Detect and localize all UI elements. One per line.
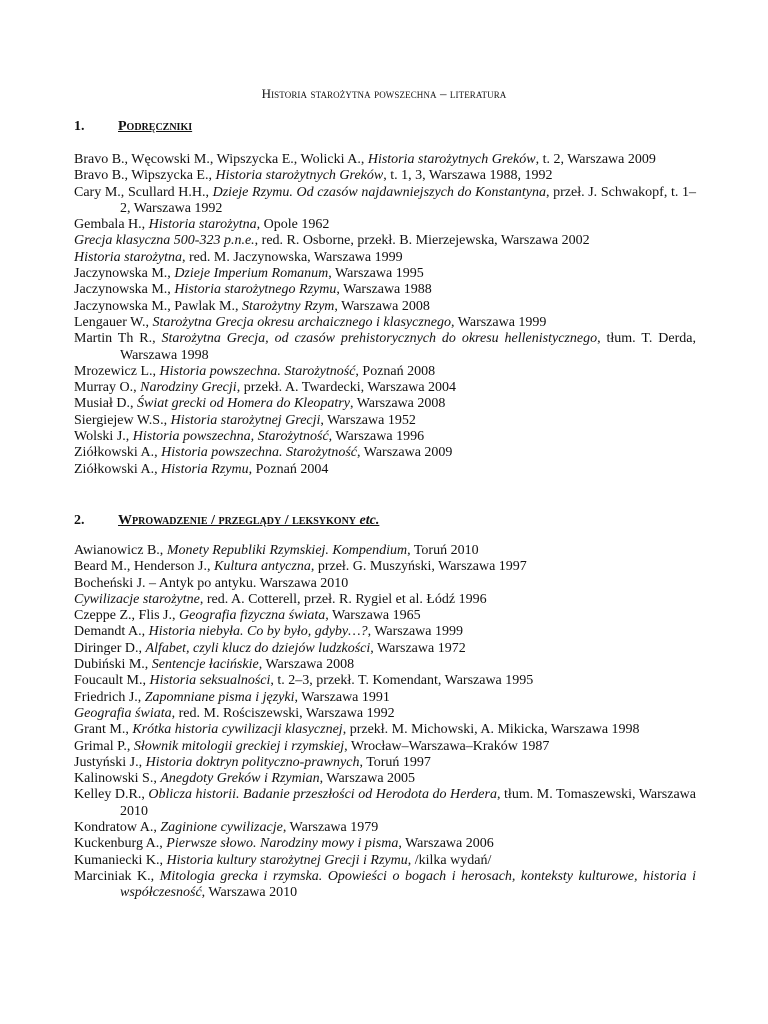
entry-title: Starożytna Grecja okresu archaicznego i klasycznego bbox=[152, 314, 452, 330]
entry-text: Diringer D., bbox=[74, 640, 146, 656]
entry-text: Justyński J., bbox=[74, 754, 146, 770]
entry-title: Narodziny Grecji bbox=[140, 380, 237, 396]
bibliography-entry bbox=[74, 690, 696, 706]
entry-title: Historia powszechna. Starożytność bbox=[159, 363, 356, 379]
entry-title: Monety Republiki Rzymskiej. Kompendium bbox=[166, 543, 408, 558]
entry-text: , Warszawa 2005 bbox=[319, 771, 416, 787]
entry-text: , Warszawa 1965 bbox=[325, 608, 421, 624]
entry-text: Jaczynowska M., Pawlak M., bbox=[74, 298, 242, 314]
entry-title: Mitologia grecka i rzymska. Opowieści o bogach i herosach, konteksty kulturowe, historia i współczesność bbox=[120, 868, 696, 901]
entry-title: Starożytny Rzym bbox=[241, 298, 335, 314]
entry-text: , przekł. M. Michowski, A. Mikicka, Warszawa 1998 bbox=[342, 722, 640, 738]
entry-title: Dzieje Rzymu. Od czasów najdawniejszych do Konstantyna bbox=[212, 184, 546, 200]
entry-title: Historia starożytnego Rzymu bbox=[174, 282, 337, 298]
entry-text: Grant M., bbox=[74, 722, 133, 738]
bibliography-entry bbox=[74, 233, 696, 249]
entry-title: Kultura antyczna bbox=[213, 559, 311, 575]
entry-text: , Warszawa 2008 bbox=[334, 298, 430, 314]
entry-text: Kondratow A., bbox=[74, 820, 161, 836]
entry-text: , t. 2–3, przekł. T. Komendant, Warszawa 1995 bbox=[270, 673, 534, 689]
entry-text: Kalinowski S., bbox=[74, 771, 161, 787]
section-title bbox=[118, 513, 379, 528]
entry-title: Zapomniane pisma i języki bbox=[144, 689, 295, 705]
entry-title: Pierwsze słowo. Narodziny mowy i pisma bbox=[166, 836, 399, 852]
bibliography-entry bbox=[74, 592, 696, 608]
entry-title: Cywilizacje starożytne bbox=[74, 591, 200, 607]
entry-text: , t. 2, Warszawa 2009 bbox=[535, 152, 656, 167]
entry-text: , przeł. J. Schwakopf, t. 1–2, Warszawa 1992 bbox=[120, 184, 696, 216]
bibliography-entry bbox=[74, 396, 696, 412]
entry-text: , Warszawa 2008 bbox=[349, 396, 446, 412]
entry-text: , Opole 1962 bbox=[256, 217, 330, 233]
entry-text: Kuckenburg A., bbox=[74, 836, 167, 852]
bibliography-entry bbox=[74, 836, 696, 852]
entry-text: Martin Th R., bbox=[74, 331, 162, 347]
bibliography-entry bbox=[74, 413, 696, 429]
entry-title: Historia Rzymu bbox=[161, 461, 249, 477]
bibliography-entry bbox=[74, 673, 696, 689]
entry-text: Bocheński J. – Antyk po antyku. Warszawa 2010 bbox=[74, 575, 349, 591]
entry-text: , tłum. M. Tomaszewski, Warszawa 2010 bbox=[120, 787, 697, 819]
entry-title: Zaginione cywilizacje bbox=[160, 820, 283, 836]
bibliography-entry bbox=[74, 820, 696, 836]
bibliography-entry bbox=[74, 217, 696, 233]
bibliography-entry bbox=[74, 755, 696, 771]
entry-text: , Warszawa 1988 bbox=[336, 282, 432, 298]
bibliography-entry bbox=[74, 152, 696, 168]
entry-text: Demandt A., bbox=[74, 624, 149, 640]
bibliography-entry bbox=[74, 787, 696, 820]
entry-text: Awianowicz B., bbox=[74, 543, 167, 558]
bibliography-entry bbox=[74, 869, 696, 902]
entry-title: Oblicza historii. Badanie przeszłości od Herodota do Herdera bbox=[148, 787, 497, 803]
entry-title: Historia powszechna. Starożytność bbox=[161, 445, 357, 461]
entry-text: Musiał D., bbox=[74, 396, 137, 412]
bibliography-entry bbox=[74, 641, 696, 657]
entry-title: Anegdoty Greków i Rzymian bbox=[160, 771, 320, 787]
bibliography-entry bbox=[74, 168, 696, 184]
bibliography-entry bbox=[74, 315, 696, 331]
bibliography-entry bbox=[74, 364, 696, 380]
section-number: 1. bbox=[74, 119, 85, 134]
entry-text: , Warszawa 1972 bbox=[370, 640, 466, 656]
entry-text: , Warszawa 1991 bbox=[294, 689, 390, 705]
entry-text: , przekł. A. Twardecki, Warszawa 2004 bbox=[236, 380, 457, 396]
entry-text: Cary M., Scullard H.H., bbox=[74, 184, 213, 200]
entry-title: Historia starożytna bbox=[148, 217, 257, 233]
entry-text: Kelley D.R., bbox=[74, 787, 149, 803]
entry-text: , Toruń 1997 bbox=[359, 754, 431, 770]
entry-title: Historia seksualności bbox=[149, 673, 271, 689]
entry-title: Geografia fizyczna świata bbox=[179, 608, 326, 624]
entry-title: Krótka historia cywilizacji klasycznej bbox=[132, 722, 343, 738]
entry-text: , Warszawa 2010 bbox=[201, 885, 298, 901]
entry-text: Dubiński M., bbox=[74, 657, 152, 673]
entry-text: Lengauer W., bbox=[74, 314, 153, 330]
entry-title: Historia starożytnych Greków bbox=[215, 168, 384, 184]
entry-text: , red. M. Jaczynowska, Warszawa 1999 bbox=[182, 249, 403, 265]
entry-text: , Warszawa 2006 bbox=[398, 836, 494, 852]
bibliography-entry bbox=[74, 282, 696, 298]
section-title-suffix: etc. bbox=[359, 513, 380, 528]
bibliography-entry bbox=[74, 771, 696, 787]
entry-text: Gembala H., bbox=[74, 217, 149, 233]
bibliography-entry bbox=[74, 429, 696, 445]
bibliography-entry bbox=[74, 706, 696, 722]
section-number: 2. bbox=[74, 513, 85, 528]
entry-text: , Toruń 2010 bbox=[407, 543, 479, 558]
bibliography-entry bbox=[74, 722, 696, 738]
entry-title: Historia powszechna, Starożytność bbox=[132, 429, 329, 445]
entry-text: , red. R. Osborne, przekł. B. Mierzejewska, Warszawa 2002 bbox=[254, 233, 590, 249]
entry-text: , tłum. T. Derda, Warszawa 1998 bbox=[120, 331, 696, 363]
bibliography-entry bbox=[74, 624, 696, 640]
entry-text: , red. M. Rościszewski, Warszawa 1992 bbox=[171, 705, 395, 721]
entry-title: Świat grecki od Homera do Kleopatry bbox=[137, 396, 350, 412]
bibliography-entry bbox=[74, 250, 696, 266]
bibliography-entry bbox=[74, 331, 696, 364]
document-title bbox=[0, 86, 768, 102]
section-title: Podręczniki bbox=[118, 119, 193, 134]
entry-text: Jaczynowska M., bbox=[74, 282, 175, 298]
entry-text: , Warszawa 1999 bbox=[367, 624, 463, 640]
entry-text: Friedrich J., bbox=[74, 689, 145, 705]
entry-text: , Warszawa 1999 bbox=[451, 314, 547, 330]
bibliography-list-1 bbox=[74, 152, 696, 478]
entry-text: , red. A. Cotterell, przeł. R. Rygiel et al. Łódź 1996 bbox=[199, 591, 487, 607]
entry-title: Sentencje łacińskie bbox=[151, 657, 259, 673]
bibliography-entry bbox=[74, 608, 696, 624]
entry-text: , Warszawa 1995 bbox=[328, 266, 424, 282]
bibliography-entry bbox=[74, 853, 696, 869]
entry-title: Słownik mitologii greckiej i rzymskiej bbox=[133, 738, 345, 754]
entry-text: , t. 1, 3, Warszawa 1988, 1992 bbox=[383, 168, 553, 184]
entry-text: Wolski J., bbox=[74, 429, 133, 445]
entry-title: Historia kultury starożytnej Grecji i Rzymu bbox=[166, 852, 408, 868]
section-title-text: Wprowadzenie / przeglądy / leksykony bbox=[118, 513, 357, 528]
entry-text: Bravo B., Węcowski M., Wipszycka E., Wolicki A., bbox=[74, 152, 368, 167]
entry-text: Mrozewicz L., bbox=[74, 363, 160, 379]
entry-text: , Poznań 2008 bbox=[355, 363, 436, 379]
bibliography-list-2 bbox=[74, 543, 696, 902]
entry-text: Czeppe Z., Flis J., bbox=[74, 608, 179, 624]
bibliography-entry bbox=[74, 739, 696, 755]
bibliography-entry bbox=[74, 559, 696, 575]
entry-text: , Warszawa 1996 bbox=[328, 429, 425, 445]
entry-text: , /kilka wydań/ bbox=[407, 852, 492, 868]
entry-text: Jaczynowska M., bbox=[74, 266, 175, 282]
entry-text: Beard M., Henderson J., bbox=[74, 559, 214, 575]
entry-text: Murray O., bbox=[74, 380, 141, 396]
bibliography-entry bbox=[74, 576, 696, 592]
entry-text: , Warszawa 1979 bbox=[282, 820, 379, 836]
entry-title: Dzieje Imperium Romanum bbox=[174, 266, 329, 282]
entry-title: Historia niebyła. Co by było, gdyby…? bbox=[148, 624, 368, 640]
entry-text: Bravo B., Wipszycka E., bbox=[74, 168, 216, 184]
entry-text: , przeł. G. Muszyński, Warszawa 1997 bbox=[310, 559, 527, 575]
entry-title: Historia starożytnej Grecji bbox=[170, 412, 321, 428]
bibliography-entry bbox=[74, 462, 696, 478]
entry-text: Siergiejew W.S., bbox=[74, 412, 171, 428]
section-heading-1 bbox=[74, 118, 192, 136]
entry-text: , Poznań 2004 bbox=[248, 461, 329, 477]
entry-title: Grecja klasyczna 500-323 p.n.e. bbox=[74, 233, 255, 249]
bibliography-entry bbox=[74, 299, 696, 315]
entry-title: Historia starożytnych Greków bbox=[367, 152, 536, 167]
entry-text: Grimal P., bbox=[74, 738, 134, 754]
section-heading-2 bbox=[74, 512, 379, 530]
bibliography-entry bbox=[74, 266, 696, 282]
entry-text: Kumaniecki K., bbox=[74, 852, 167, 868]
bibliography-entry bbox=[74, 380, 696, 396]
bibliography-entry bbox=[74, 657, 696, 673]
bibliography-entry bbox=[74, 445, 696, 461]
entry-title: Geografia świata bbox=[74, 705, 172, 721]
entry-text: , Wrocław–Warszawa–Kraków 1987 bbox=[344, 738, 550, 754]
entry-title: Historia doktryn polityczno-prawnych bbox=[145, 754, 360, 770]
entry-title: Historia starożytna bbox=[74, 249, 182, 265]
bibliography-entry bbox=[74, 543, 696, 559]
entry-text: , Warszawa 2008 bbox=[258, 657, 355, 673]
bibliography-entry bbox=[74, 185, 696, 218]
entry-text: , Warszawa 2009 bbox=[357, 445, 453, 461]
entry-text: Foucault M., bbox=[74, 673, 150, 689]
entry-text: Marciniak K., bbox=[74, 868, 160, 884]
entry-text: Ziółkowski A., bbox=[74, 461, 162, 477]
entry-text: , Warszawa 1952 bbox=[320, 412, 416, 428]
entry-title: Starożytna Grecja, od czasów prehistorycznych do okresu hellenistycznego bbox=[161, 331, 598, 347]
entry-text: Ziółkowski A., bbox=[74, 445, 162, 461]
title-text: Historia starożytna powszechna – literatura bbox=[261, 86, 507, 101]
entry-title: Alfabet, czyli klucz do dziejów ludzkości bbox=[145, 640, 371, 656]
